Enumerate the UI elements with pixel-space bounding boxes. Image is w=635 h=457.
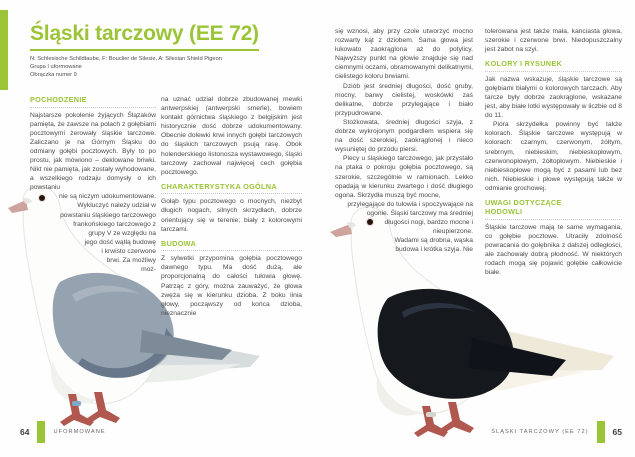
section-heading-uwagi: UWAGI DOTYCZĄCE HODOWLI	[485, 198, 562, 216]
breed-group: Grupa I uformowane	[30, 64, 82, 71]
page-header	[30, 22, 310, 80]
paragraph: tolerowana jest także mała, kanciasta głowa, szerokie i czerwone brwi. Niedopuszczalny jest żabot na szyi.	[485, 28, 622, 54]
footer-breed-label: ŚLĄSKI TARCZOWY (EE 72)	[491, 429, 589, 435]
section-heading-budowa: BUDOWA	[161, 240, 302, 252]
paragraph: na uznać udział dobrze zbudowanej mewki antwerpskiej (antwerpski smerle), bowiem kontakt górnictwa śląskiego z belgijskim jest historycznie dość dobrze udokumentowany. Obecnie dolewki krwi innych gołębi tarczowych do śląskich tarczowych psują rasę. Obok holenderskiego listonosza wystawowego, śląski tarczowy zachował najwięcej cech gołębia pocztowego.	[161, 96, 302, 176]
right-page-footer	[491, 421, 622, 443]
breed-subtitle	[30, 55, 310, 80]
paragraph: nie są niczym udokumentowane. Wykluczyć należy udział w powstaniu śląskiego tarczowego frankońskiego tarczowego z grupy V ze względu na jego dość wątłą budowę i krwisto czerwone brwi. Za możliwy moż-	[58, 193, 156, 274]
title-accent-bar	[0, 10, 8, 90]
section-heading-charakterystyka: CHARAKTERYSTYKA OGÓLNA	[161, 183, 302, 195]
column-budowa-cont	[335, 27, 473, 304]
footer-accent-bar	[37, 421, 45, 443]
text-wrap-around-pigeon	[30, 192, 156, 284]
paragraph: Z sylwetki przypomina gołębia pocztowego dawnego typu. Ma dość dużą, ale proporcjonalną do całości tułowia głowę. Patrząc z góry, można zauważyć, że głowa zwęża się w kierunku dzioba. Z boku linia głowy, począwszy od końca dzioba, nieznacznie	[161, 255, 302, 317]
paragraph: Dziób jest średniej długości, dość gruby, mocny, barwy cielistej, woskówki zaś delikatne, dobrze przylegające i biało przypudrowane.	[335, 82, 473, 117]
section-heading-kolory: KOLORY I RYSUNEK	[485, 60, 622, 72]
section-heading-pochodzenie: POCHODZENIE	[30, 96, 156, 108]
paragraph: Jak nazwa wskazuje, śląskie tarczowe są gołębiami białymi o kolorowych tarczach. Aby tarcze były dobrze zaokrąglone, wskazane jest, aby białe lotki występowały w liczbie od 8 do 11.	[485, 75, 622, 120]
paragraph: przylegające do tułowia i spoczywające na ogonie. Śląski tarczowy ma średniej długości nogi, bardzo mocne i nieupierzone.	[347, 200, 473, 236]
footer-section-label: UFORMOWANE	[53, 429, 106, 435]
breed-foreign-names: N: Schlesische Schildtaube, F: Bouclier de Silesie, A: Silesian Shield Pigeon	[30, 56, 222, 62]
page-title: Śląski tarczowy (EE 72)	[30, 22, 259, 51]
paragraph: się wznosi, aby przy czole utworzyć mocno rozwarty kąt z dziobem. Sama głowa jest łukowato zaokrąglona aż do potylicy. Najwyższy punkt na głowie znajduje się nad ciemnymi oczami, obramowanymi delikatnymi, cielistego koloru brwiami.	[335, 28, 473, 81]
heading-rule	[485, 219, 622, 220]
paragraph: Gołąb typu pocztowego o mocnych, niezbyt długich nogach, silnych skrzydłach, dobrze orientujący się w terenie; biały z kolorowymi tarczami.	[161, 198, 302, 233]
paragraph: Wadami są drobna, wąska budowa i krótka szyja. Nie	[394, 237, 473, 254]
footer-accent-bar	[597, 421, 605, 443]
paragraph: Śląskie tarczowe mają te same wymagania, co gołębie pocztowe. Utraciły zdolność powracania do gołębnika z dalszej odległości, ale zachowały dobrą płodność. W niektórych rodach mogą się pojawić gołębie całkowicie białe.	[485, 224, 622, 277]
column-kolory-uwagi	[485, 27, 622, 278]
page-number-left: 64	[20, 427, 30, 437]
paragraph: Pióra skrzydełka powinny być także kolorach. Śląskie tarczowe występują w kolorach: czarnym, czerwonym, żółtym, srebrnym, niebieskim, niebieskopłowym, czerwonopłowym, żółtopłowym. Niebieskie i niebieskopłowe mogą być z pasami lub bez nich. Niebieskie i płowe występują także w odmianie grochowej.	[485, 121, 622, 192]
ring-number: Obrączka numer 9	[30, 72, 77, 79]
text-wrap-around-pigeon	[335, 200, 473, 304]
left-page-footer	[20, 421, 106, 443]
paragraph: Plecy u śląskiego tarczowego, jak przystało na ptaka o pokroju gołębia pocztowego, są szerokie, szczególnie w ramionach. Lekko opadają w kierunku zwartego i dość długiego ogona. Skrzydła muszą być mocne,	[335, 155, 473, 199]
paragraph: Stożkowata, średniej długości szyja, z dobrze wykrojonym podgardlem wspiera się na dość szerokiej, zaokrąglonej i nieco wysuniętej do przodu piersi.	[335, 118, 473, 154]
column-charakterystyka	[161, 95, 302, 318]
column-pochodzenie	[30, 96, 156, 284]
page-number-right: 65	[612, 427, 622, 437]
paragraph: Najstarsze pokolenie żyjących Ślązaków pamięta, że zawsze na polach z gołębiami pocztowymi żerowały śląskie tarczowe. Zaliczano je na Górnym Śląsku do odmiany gołębi pocztowych. Były to po prostu, jak mówiono – deklowane briwki. Nikt nie pamięta, jak zostały wyhodowane, a wszelkiego rodzaju domysły o ich powstaniu	[30, 111, 156, 192]
